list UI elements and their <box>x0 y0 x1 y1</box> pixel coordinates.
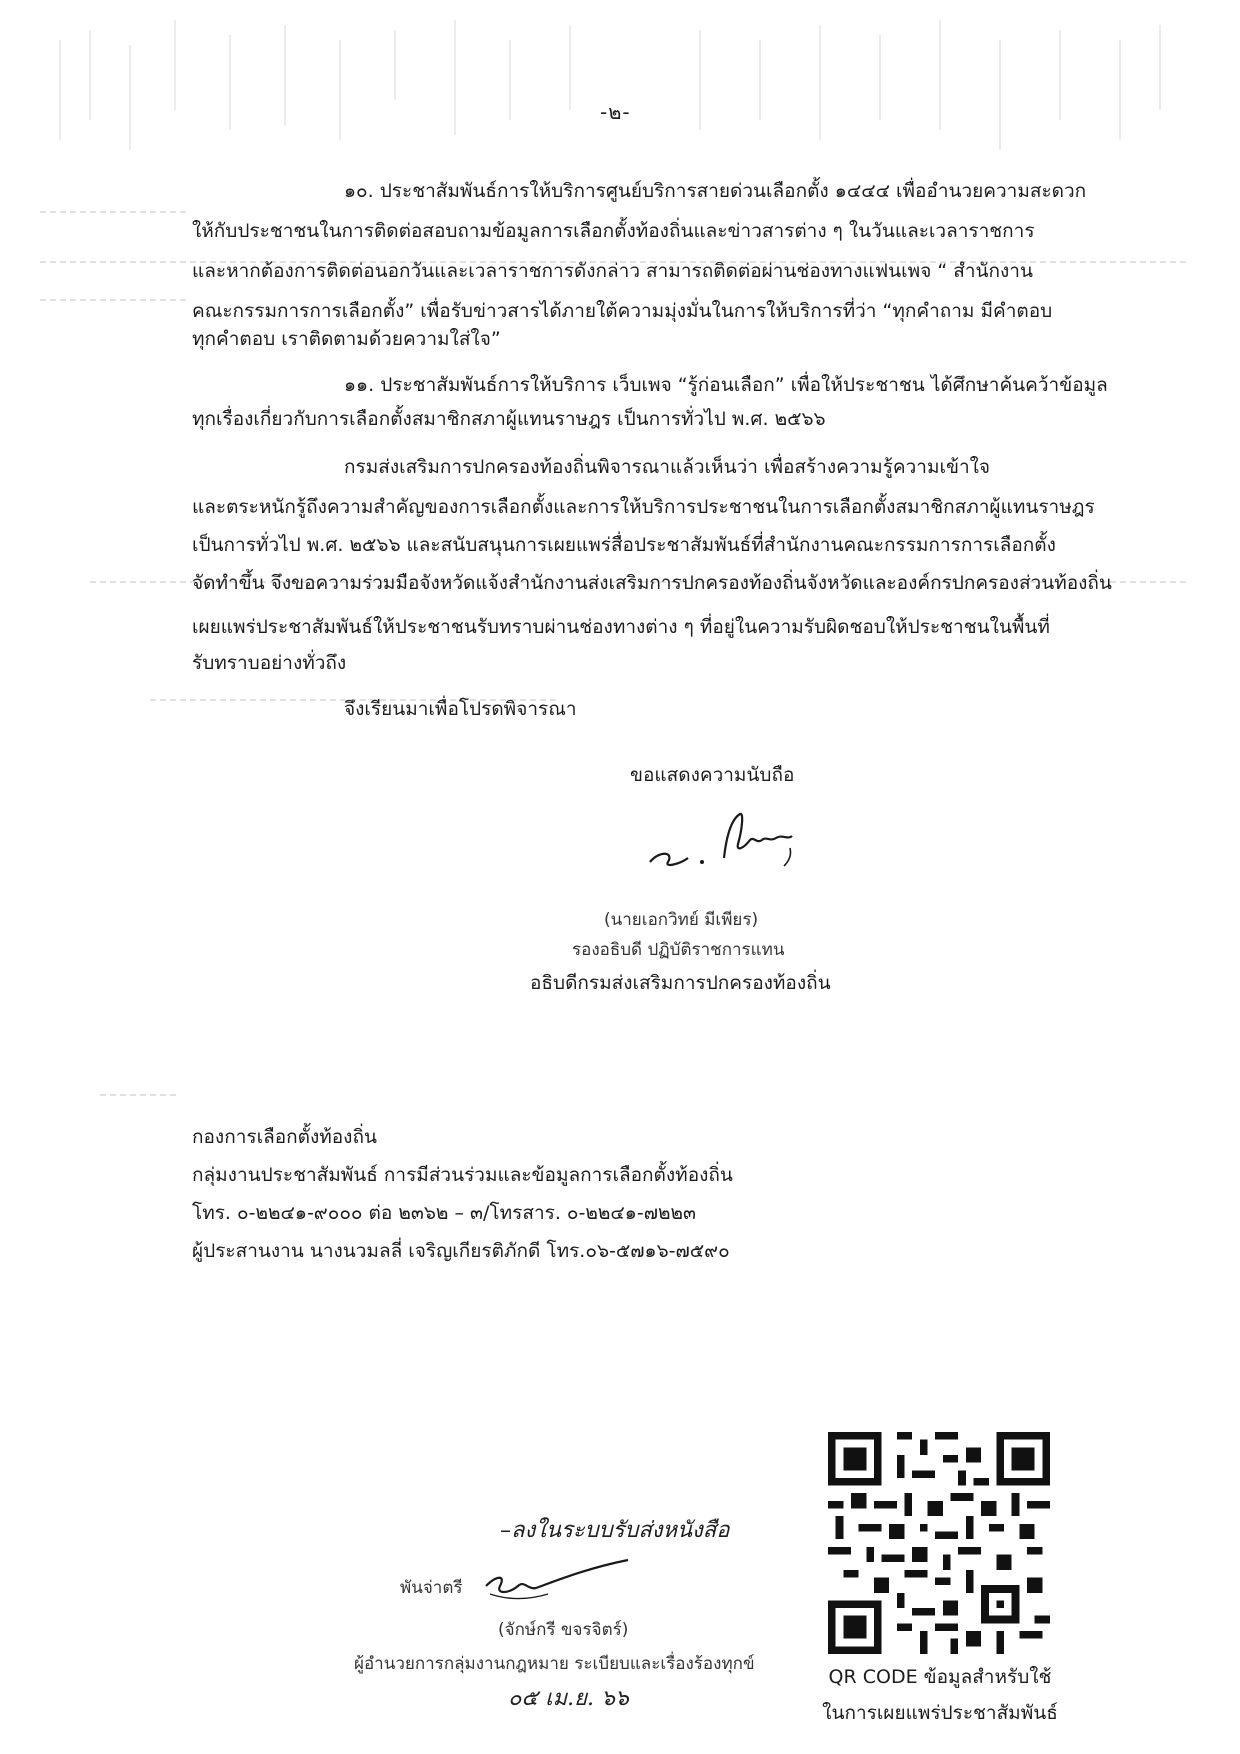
closing-line: ขอแสดงความนับถือ <box>630 764 795 786</box>
signatory-position-2: อธิบดีกรมส่งเสริมการปกครองท้องถิ่น <box>530 972 831 994</box>
handwritten-note: –ลงในระบบรับส่งหนังสือ <box>500 1518 730 1543</box>
signatory-position-1: รองอธิบดี ปฏิบัติราชการแทน <box>572 940 785 960</box>
item-10-line-1: ๑๐. ประชาสัมพันธ์การให้บริการศูนย์บริการสายด่วนเลือกตั้ง ๑๔๔๔ เพื่ออำนวยความสะดวก <box>344 180 1087 202</box>
conclusion-line-5: เผยแพร่ประชาสัมพันธ์ให้ประชาชนรับทราบผ่านช่องทางต่าง ๆ ที่อยู่ในความรับผิดชอบให้ประชาชนในพื้นที่ <box>192 616 1050 638</box>
conclusion-line-6: รับทราบอย่างทั่วถึง <box>192 652 347 674</box>
qr-caption-line-1: QR CODE ข้อมูลสำหรับใช้ <box>828 1666 1052 1688</box>
item-10-line-4: คณะกรรมการการเลือกตั้ง” เพื่อรับข่าวสารได้ภายใต้ความมุ่งมั่นในการให้บริการที่ว่า “ทุกคำถาม มีคำตอบ <box>192 300 1053 322</box>
item-11-line-2: ทุกเรื่องเกี่ยวกับการเลือกตั้งสมาชิกสภาผู้แทนราษฎร เป็นการทั่วไป พ.ศ. ๒๕๖๖ <box>192 408 826 430</box>
contact-group: กลุ่มงานประชาสัมพันธ์ การมีส่วนร่วมและข้อมูลการเลือกตั้งท้องถิ่น <box>192 1164 733 1186</box>
endorsement-rank: พันจ่าตรี <box>400 1578 463 1598</box>
qr-code-icon <box>828 1432 1050 1654</box>
request-line: จึงเรียนมาเพื่อโปรดพิจารณา <box>344 698 577 720</box>
item-10-line-3: และหากต้องการติดต่อนอกวันและเวลาราชการดังกล่าว สามารถติดต่อผ่านช่องทางแฟนเพจ “ สำนักงาน <box>192 260 1033 282</box>
qr-caption-line-2: ในการเผยแพร่ประชาสัมพันธ์ <box>822 1702 1058 1724</box>
conclusion-line-4: จัดทำขึ้น จึงขอความร่วมมือจังหวัดแจ้งสำนักงานส่งเสริมการปกครองท้องถิ่นจังหวัดและองค์กรปกครองส่วนท้องถิ่น <box>192 572 1112 594</box>
item-11-line-1: ๑๑. ประชาสัมพันธ์การให้บริการ เว็บเพจ “รู้ก่อนเลือก” เพื่อให้ประชาชน ได้ศึกษาค้นคว้าข้อมูล <box>344 374 1108 396</box>
conclusion-line-2: และตระหนักรู้ถึงความสำคัญของการเลือกตั้งและการให้บริการประชาชนในการเลือกตั้งสมาชิกสภาผู้แทนราษฎร <box>192 496 1095 518</box>
item-10-line-5: ทุกคำตอบ เราติดตามด้วยความใส่ใจ” <box>192 328 501 350</box>
endorsement-name: (จักษ์กรี ขจรจิตร์) <box>498 1620 629 1640</box>
item-10-line-2: ให้กับประชาชนในการติดต่อสอบถามข้อมูลการเลือกตั้งท้องถิ่นและข่าวสารต่าง ๆ ในวันและเวลาราชการ <box>192 220 1035 242</box>
page-number: -๒- <box>600 100 631 124</box>
conclusion-line-3: เป็นการทั่วไป พ.ศ. ๒๕๖๖ และสนับสนุนการเผยแพร่สื่อประชาสัมพันธ์ที่สำนักงานคณะกรรมการการเลือกตั้ง <box>192 534 1056 556</box>
contact-coordinator: ผู้ประสานงาน นางนวมลลี่ เจริญเกียรติภักดี โทร.๐๖-๕๗๑๖-๗๕๙๐ <box>192 1240 730 1262</box>
signatory-name: (นายเอกวิทย์ มีเพียร) <box>604 910 759 930</box>
endorsement-signature <box>478 1550 648 1610</box>
conclusion-line-1: กรมส่งเสริมการปกครองท้องถิ่นพิจารณาแล้วเห็นว่า เพื่อสร้างความรู้ความเข้าใจ <box>344 456 991 478</box>
handwritten-date: ๐๕ เม.ย. ๖๖ <box>508 1686 629 1711</box>
contact-phone: โทร. ๐-๒๒๔๑-๙๐๐๐ ต่อ ๒๓๖๒ – ๓/โทรสาร. ๐-๒๒๔๑-๗๒๒๓ <box>192 1202 697 1224</box>
endorsement-position: ผู้อำนวยการกลุ่มงานกฎหมาย ระเบียบและเรื่องร้องทุกข์ <box>354 1654 755 1674</box>
contact-division: กองการเลือกตั้งท้องถิ่น <box>192 1126 377 1148</box>
director-signature <box>640 800 810 880</box>
